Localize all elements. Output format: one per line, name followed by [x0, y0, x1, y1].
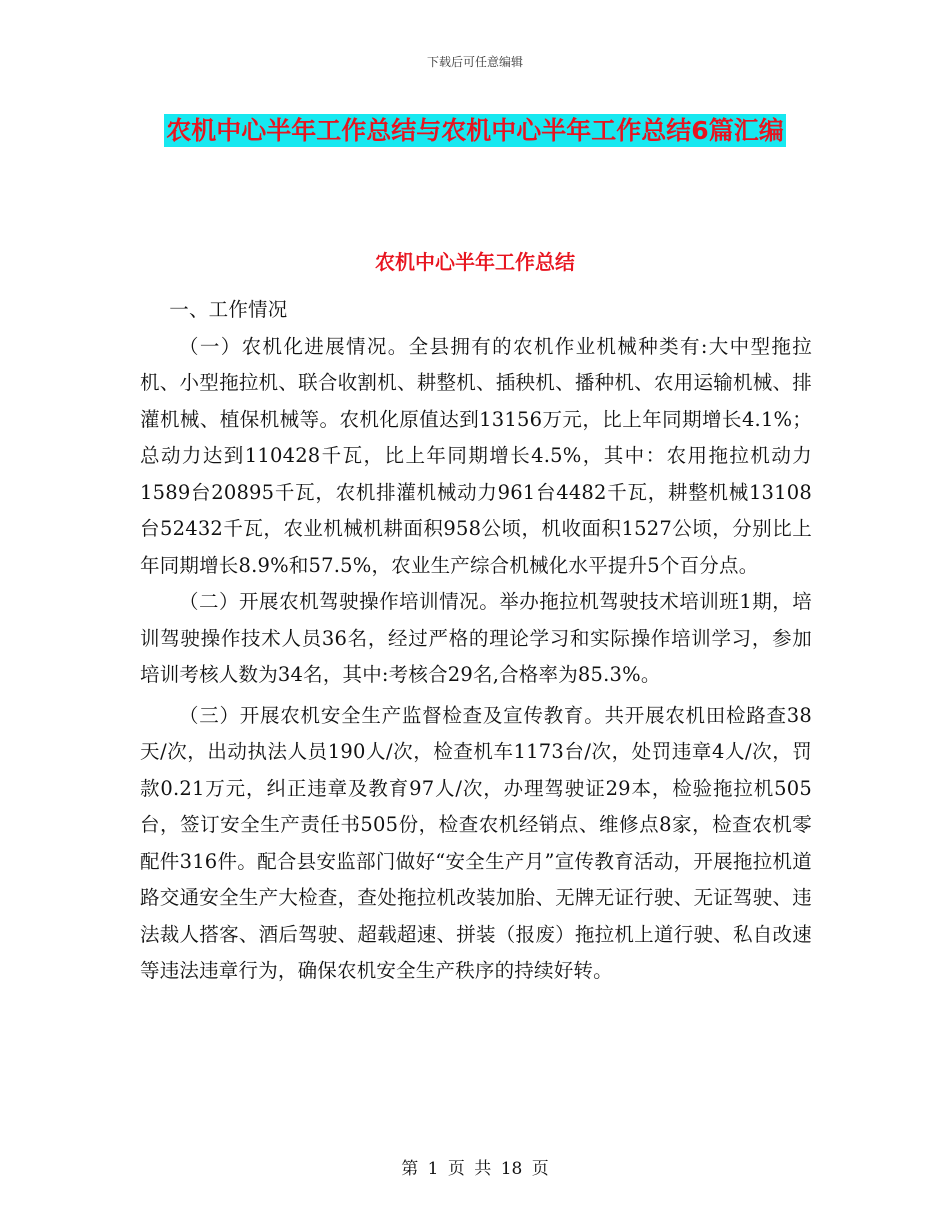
paragraph-mechanization-progress: （一）农机化进展情况。全县拥有的农机作业机械种类有:大中型拖拉机、小型拖拉机、联合收割机、耕整机、插秧机、播种机、农用运输机械、排灌机械、植保机械等。农机化原值达到13156万元，比上年同期增长4.1%；总动力达到110428千瓦，比上年同期增长4.5%，其中：农用拖拉机动力1589台20895千瓦，农机排灌机械动力961台4482千瓦，耕整机械13108台52432千瓦，农业机械机耕面积958公顷，机收面积1527公顷，分别比上年同期增长8.9%和57.5%，农业生产综合机械化水平提升5个百分点。	[140, 334, 812, 577]
heading-work-status: 一、工作情况	[169, 298, 288, 321]
document-title	[150, 110, 800, 152]
document-title-text: 农机中心半年工作总结与农机中心半年工作总结6篇汇编	[166, 116, 784, 145]
page-header-note: 下载后可任意编辑	[426, 55, 523, 69]
document-body	[140, 292, 812, 990]
paragraph-driver-training: （二）开展农机驾驶操作培训情况。举办拖拉机驾驶技术培训班1期，培训驾驶操作技术人员36名，经过严格的理论学习和实际操作培训学习，参加培训考核人数为34名，其中:考核合29名,合格率为85.3%。	[140, 590, 812, 686]
page-footer-number: 第 1 页 共 18 页	[401, 1159, 549, 1179]
section-title: 农机中心半年工作总结	[375, 250, 575, 274]
paragraph-safety-inspection: （三）开展农机安全生产监督检查及宣传教育。共开展农机田检路查38天/次，出动执法人员190人/次，检查机车1173台/次，处罚违章4人/次，罚款0.21万元，纠正违章及教育97人/次，办理驾驶证29本，检验拖拉机505台，签订安全生产责任书505份，检查农机经销点、维修点8家，检查农机零配件316件。配合县安监部门做好“安全生产月”宣传教育活动，开展拖拉机道路交通安全生产大检查，查处拖拉机改装加胎、无牌无证行驶、无证驾驶、违法裁人搭客、酒后驾驶、超载超速、拼装（报废）拖拉机上道行驶、私自改速等违法违章行为，确保农机安全生产秩序的持续好转。	[140, 703, 812, 982]
